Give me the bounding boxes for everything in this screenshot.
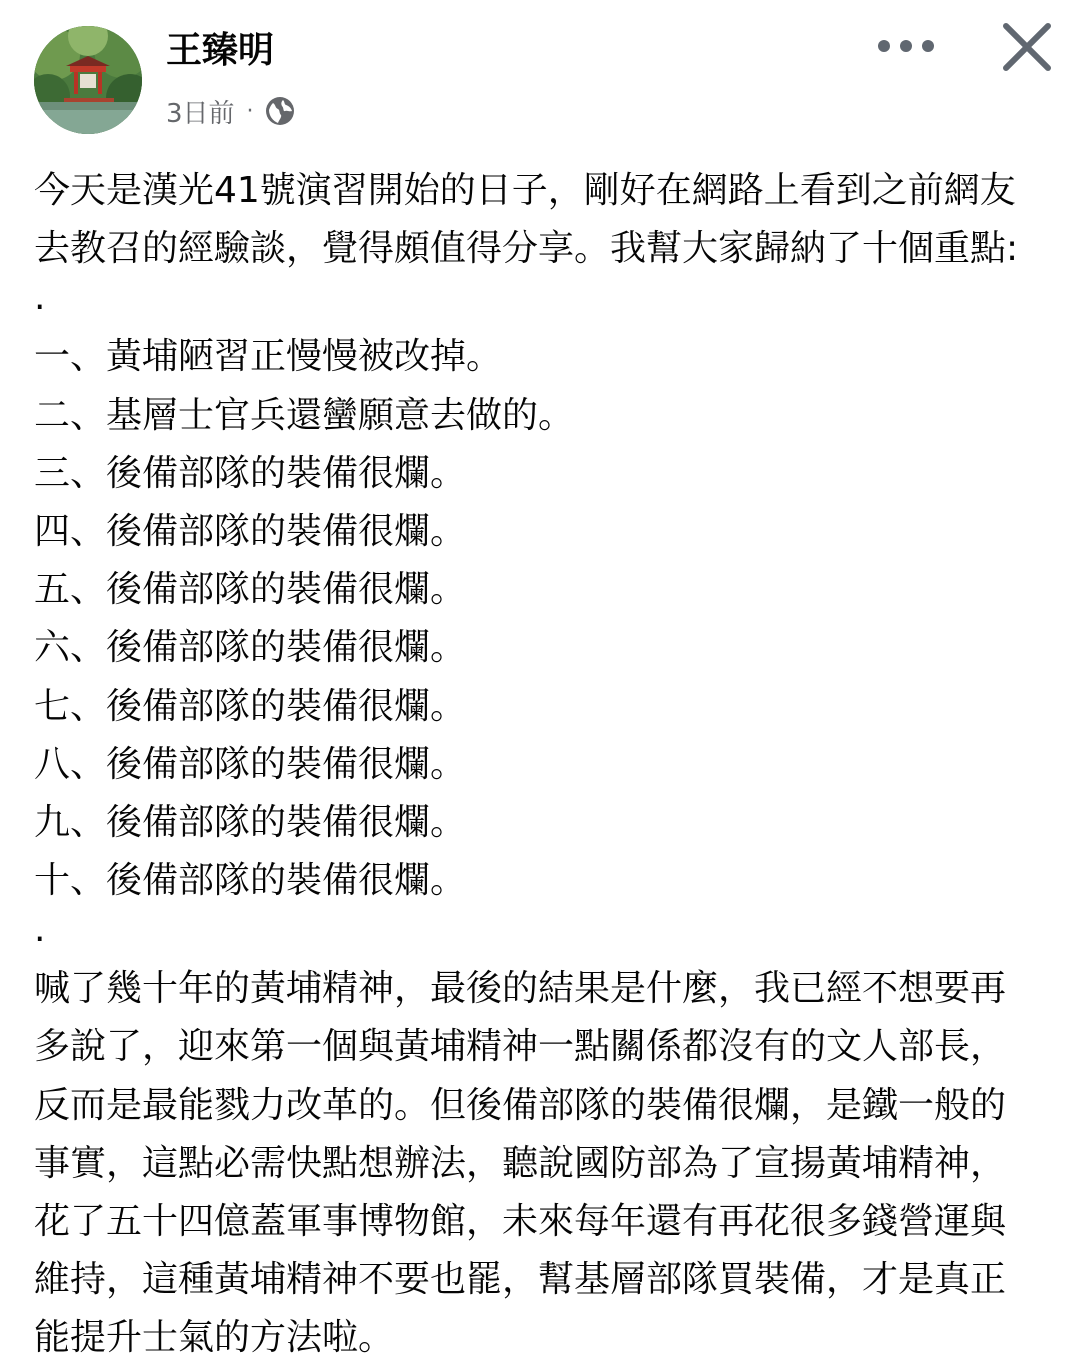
list-item: 七、後備部隊的裝備很爛。 [34,685,467,727]
post-closing-line: 事實，這點必需快點想辦法，聽說國防部為了宣揚黃埔精神， [34,1142,1007,1184]
post-time[interactable]: 3日前 [166,98,235,129]
post-text [34,162,1054,1368]
list-item: 三、後備部隊的裝備很爛。 [34,452,467,494]
post-closing-line: 喊了幾十年的黃埔精神，最後的結果是什麼，我已經不想要再 [34,968,1007,1010]
list-item: 十、後備部隊的裝備很爛。 [34,860,467,902]
list-item: 五、後備部隊的裝備很爛。 [34,569,467,611]
author-name[interactable]: 王臻明 [166,30,275,71]
post-intro-line: 今天是漢光41號演習開始的日子，剛好在網路上看到之前網友 [34,170,1016,211]
close-icon [998,18,1056,76]
post-closing-line: 多說了，迎來第一個與黃埔精神一點關係都沒有的文人部長， [34,1026,1007,1068]
list-item: 四、後備部隊的裝備很爛。 [34,510,467,552]
post-closing-line: 能提升士氣的方法啦。 [34,1317,395,1359]
post-closing-line: 反而是最能戮力改革的。但後備部隊的裝備很爛，是鐵一般的 [34,1084,1007,1126]
list-item: 一、黃埔陋習正慢慢被改掉。 [34,336,503,378]
list-item: 八、後備部隊的裝備很爛。 [34,743,467,785]
more-options-button[interactable] [872,26,940,66]
list-item: 二、基層士官兵還蠻願意去做的。 [34,394,575,436]
post-dot-separator: . [34,277,46,319]
post-header [0,0,1080,150]
avatar[interactable] [34,26,142,134]
avatar-image [34,26,142,134]
post-intro-line: 去教召的經驗談，覺得頗值得分享。我幫大家歸納了十個重點: [34,228,1019,270]
post-closing-line: 花了五十四億蓋軍事博物館，未來每年還有再花很多錢營運與 [34,1201,1007,1242]
more-horizontal-icon [876,39,936,53]
post-dot-separator: . [34,909,46,951]
post-meta [166,92,296,130]
list-item: 九、後備部隊的裝備很爛。 [34,801,467,843]
globe-icon [264,95,296,127]
list-item: 六、後備部隊的裝備很爛。 [34,627,467,669]
post-closing-line: 維持，這種黃埔精神不要也罷，幫基層部隊買裝備，才是真正 [34,1259,1007,1301]
close-button[interactable] [998,18,1056,76]
meta-separator: · [246,98,254,124]
